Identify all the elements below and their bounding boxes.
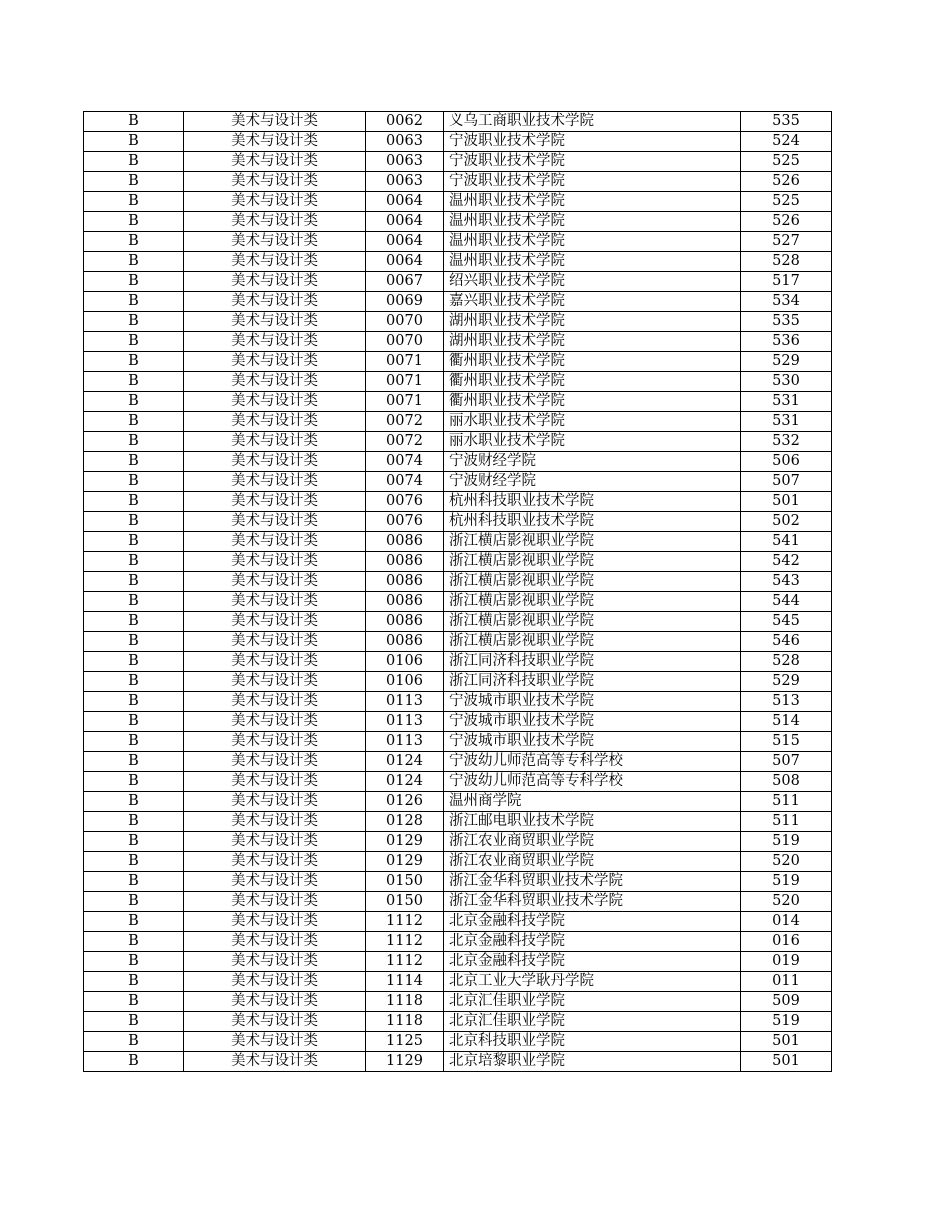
school-code-cell: 0113: [366, 732, 444, 752]
major-code-cell: 531: [741, 412, 832, 432]
batch-cell: B: [84, 872, 184, 892]
table-row: [84, 352, 832, 372]
school-name-cell: 丽水职业技术学院: [444, 432, 741, 452]
major-code-cell: 019: [741, 952, 832, 972]
school-name-cell: 温州商学院: [444, 792, 741, 812]
table-row: [84, 1052, 832, 1072]
batch-cell: B: [84, 232, 184, 252]
school-name-cell: 浙江横店影视职业学院: [444, 612, 741, 632]
school-name-cell: 湖州职业技术学院: [444, 312, 741, 332]
batch-cell: B: [84, 592, 184, 612]
school-code-cell: 0086: [366, 592, 444, 612]
school-name-cell: 浙江横店影视职业学院: [444, 592, 741, 612]
batch-cell: B: [84, 492, 184, 512]
school-name-cell: 北京金融科技学院: [444, 952, 741, 972]
batch-cell: B: [84, 532, 184, 552]
school-name-cell: 北京金融科技学院: [444, 912, 741, 932]
school-code-cell: 0070: [366, 332, 444, 352]
major-code-cell: 519: [741, 832, 832, 852]
major-code-cell: 542: [741, 552, 832, 572]
category-cell: 美术与设计类: [184, 952, 366, 972]
category-cell: 美术与设计类: [184, 892, 366, 912]
table-row: [84, 532, 832, 552]
school-code-cell: 0086: [366, 572, 444, 592]
batch-cell: B: [84, 952, 184, 972]
school-code-cell: 0113: [366, 692, 444, 712]
major-code-cell: 506: [741, 452, 832, 472]
major-code-cell: 501: [741, 1032, 832, 1052]
category-cell: 美术与设计类: [184, 332, 366, 352]
major-code-cell: 525: [741, 192, 832, 212]
batch-cell: B: [84, 972, 184, 992]
school-name-cell: 宁波财经学院: [444, 452, 741, 472]
admissions-table: [83, 111, 832, 1072]
category-cell: 美术与设计类: [184, 852, 366, 872]
category-cell: 美术与设计类: [184, 312, 366, 332]
batch-cell: B: [84, 752, 184, 772]
table-body: [84, 112, 832, 1072]
major-code-cell: 528: [741, 252, 832, 272]
batch-cell: B: [84, 932, 184, 952]
school-code-cell: 0063: [366, 172, 444, 192]
table-row: [84, 752, 832, 772]
category-cell: 美术与设计类: [184, 832, 366, 852]
category-cell: 美术与设计类: [184, 1032, 366, 1052]
table-row: [84, 812, 832, 832]
category-cell: 美术与设计类: [184, 792, 366, 812]
major-code-cell: 501: [741, 492, 832, 512]
school-code-cell: 0072: [366, 412, 444, 432]
table-row: [84, 572, 832, 592]
batch-cell: B: [84, 832, 184, 852]
school-name-cell: 宁波幼儿师范高等专科学校: [444, 752, 741, 772]
batch-cell: B: [84, 472, 184, 492]
school-code-cell: 0062: [366, 112, 444, 132]
table-row: [84, 172, 832, 192]
batch-cell: B: [84, 512, 184, 532]
school-name-cell: 北京汇佳职业学院: [444, 1012, 741, 1032]
table-row: [84, 232, 832, 252]
table-row: [84, 112, 832, 132]
school-name-cell: 宁波城市职业技术学院: [444, 692, 741, 712]
major-code-cell: 525: [741, 152, 832, 172]
batch-cell: B: [84, 412, 184, 432]
category-cell: 美术与设计类: [184, 392, 366, 412]
table-row: [84, 912, 832, 932]
school-code-cell: 0124: [366, 772, 444, 792]
major-code-cell: 534: [741, 292, 832, 312]
table-row: [84, 372, 832, 392]
school-code-cell: 1112: [366, 952, 444, 972]
major-code-cell: 502: [741, 512, 832, 532]
major-code-cell: 514: [741, 712, 832, 732]
school-name-cell: 浙江邮电职业技术学院: [444, 812, 741, 832]
major-code-cell: 508: [741, 772, 832, 792]
table-row: [84, 872, 832, 892]
major-code-cell: 520: [741, 852, 832, 872]
school-name-cell: 绍兴职业技术学院: [444, 272, 741, 292]
table-row: [84, 472, 832, 492]
school-code-cell: 0071: [366, 352, 444, 372]
batch-cell: B: [84, 252, 184, 272]
table-row: [84, 612, 832, 632]
school-name-cell: 湖州职业技术学院: [444, 332, 741, 352]
school-code-cell: 0063: [366, 152, 444, 172]
table-row: [84, 492, 832, 512]
category-cell: 美术与设计类: [184, 1052, 366, 1072]
batch-cell: B: [84, 112, 184, 132]
major-code-cell: 509: [741, 992, 832, 1012]
category-cell: 美术与设计类: [184, 492, 366, 512]
batch-cell: B: [84, 792, 184, 812]
batch-cell: B: [84, 612, 184, 632]
category-cell: 美术与设计类: [184, 352, 366, 372]
school-code-cell: 0086: [366, 612, 444, 632]
category-cell: 美术与设计类: [184, 432, 366, 452]
school-code-cell: 0074: [366, 472, 444, 492]
school-name-cell: 浙江农业商贸职业学院: [444, 852, 741, 872]
table-row: [84, 652, 832, 672]
major-code-cell: 536: [741, 332, 832, 352]
school-name-cell: 杭州科技职业技术学院: [444, 492, 741, 512]
school-name-cell: 温州职业技术学院: [444, 192, 741, 212]
batch-cell: B: [84, 572, 184, 592]
school-code-cell: 0064: [366, 192, 444, 212]
school-name-cell: 北京金融科技学院: [444, 932, 741, 952]
school-name-cell: 浙江横店影视职业学院: [444, 572, 741, 592]
batch-cell: B: [84, 632, 184, 652]
batch-cell: B: [84, 152, 184, 172]
major-code-cell: 520: [741, 892, 832, 912]
batch-cell: B: [84, 892, 184, 912]
school-code-cell: 0070: [366, 312, 444, 332]
school-name-cell: 衢州职业技术学院: [444, 352, 741, 372]
table-row: [84, 632, 832, 652]
category-cell: 美术与设计类: [184, 212, 366, 232]
batch-cell: B: [84, 292, 184, 312]
major-code-cell: 526: [741, 172, 832, 192]
major-code-cell: 511: [741, 792, 832, 812]
school-code-cell: 0150: [366, 872, 444, 892]
school-name-cell: 杭州科技职业技术学院: [444, 512, 741, 532]
school-code-cell: 0129: [366, 852, 444, 872]
major-code-cell: 513: [741, 692, 832, 712]
batch-cell: B: [84, 852, 184, 872]
table-row: [84, 292, 832, 312]
category-cell: 美术与设计类: [184, 812, 366, 832]
category-cell: 美术与设计类: [184, 632, 366, 652]
table-row: [84, 792, 832, 812]
school-name-cell: 丽水职业技术学院: [444, 412, 741, 432]
major-code-cell: 527: [741, 232, 832, 252]
table-row: [84, 152, 832, 172]
category-cell: 美术与设计类: [184, 452, 366, 472]
table-row: [84, 552, 832, 572]
category-cell: 美术与设计类: [184, 252, 366, 272]
category-cell: 美术与设计类: [184, 752, 366, 772]
batch-cell: B: [84, 712, 184, 732]
batch-cell: B: [84, 132, 184, 152]
table-row: [84, 772, 832, 792]
table-row: [84, 832, 832, 852]
table-row: [84, 892, 832, 912]
major-code-cell: 529: [741, 672, 832, 692]
batch-cell: B: [84, 812, 184, 832]
major-code-cell: 511: [741, 812, 832, 832]
school-code-cell: 1118: [366, 1012, 444, 1032]
batch-cell: B: [84, 332, 184, 352]
school-code-cell: 1118: [366, 992, 444, 1012]
major-code-cell: 546: [741, 632, 832, 652]
category-cell: 美术与设计类: [184, 912, 366, 932]
category-cell: 美术与设计类: [184, 932, 366, 952]
table-row: [84, 972, 832, 992]
school-name-cell: 浙江金华科贸职业技术学院: [444, 872, 741, 892]
category-cell: 美术与设计类: [184, 192, 366, 212]
school-code-cell: 0071: [366, 372, 444, 392]
table-row: [84, 712, 832, 732]
school-name-cell: 北京汇佳职业学院: [444, 992, 741, 1012]
school-name-cell: 义乌工商职业技术学院: [444, 112, 741, 132]
table-row: [84, 1032, 832, 1052]
school-name-cell: 温州职业技术学院: [444, 252, 741, 272]
school-code-cell: 0126: [366, 792, 444, 812]
major-code-cell: 545: [741, 612, 832, 632]
major-code-cell: 507: [741, 472, 832, 492]
category-cell: 美术与设计类: [184, 152, 366, 172]
table-row: [84, 452, 832, 472]
batch-cell: B: [84, 692, 184, 712]
major-code-cell: 501: [741, 1052, 832, 1072]
major-code-cell: 524: [741, 132, 832, 152]
school-code-cell: 0129: [366, 832, 444, 852]
batch-cell: B: [84, 352, 184, 372]
school-code-cell: 0106: [366, 672, 444, 692]
batch-cell: B: [84, 432, 184, 452]
school-name-cell: 宁波幼儿师范高等专科学校: [444, 772, 741, 792]
category-cell: 美术与设计类: [184, 672, 366, 692]
school-name-cell: 温州职业技术学院: [444, 232, 741, 252]
category-cell: 美术与设计类: [184, 552, 366, 572]
category-cell: 美术与设计类: [184, 532, 366, 552]
table-row: [84, 732, 832, 752]
table-row: [84, 312, 832, 332]
batch-cell: B: [84, 1052, 184, 1072]
table-row: [84, 252, 832, 272]
school-code-cell: 1125: [366, 1032, 444, 1052]
category-cell: 美术与设计类: [184, 572, 366, 592]
major-code-cell: 526: [741, 212, 832, 232]
batch-cell: B: [84, 1012, 184, 1032]
batch-cell: B: [84, 672, 184, 692]
category-cell: 美术与设计类: [184, 772, 366, 792]
category-cell: 美术与设计类: [184, 712, 366, 732]
school-name-cell: 宁波财经学院: [444, 472, 741, 492]
school-name-cell: 衢州职业技术学院: [444, 392, 741, 412]
school-name-cell: 温州职业技术学院: [444, 212, 741, 232]
category-cell: 美术与设计类: [184, 992, 366, 1012]
table-row: [84, 992, 832, 1012]
batch-cell: B: [84, 772, 184, 792]
batch-cell: B: [84, 312, 184, 332]
major-code-cell: 531: [741, 392, 832, 412]
batch-cell: B: [84, 652, 184, 672]
category-cell: 美术与设计类: [184, 112, 366, 132]
school-code-cell: 0076: [366, 512, 444, 532]
school-name-cell: 浙江金华科贸职业技术学院: [444, 892, 741, 912]
school-name-cell: 宁波职业技术学院: [444, 172, 741, 192]
school-code-cell: 0067: [366, 272, 444, 292]
batch-cell: B: [84, 272, 184, 292]
school-code-cell: 0086: [366, 532, 444, 552]
batch-cell: B: [84, 1032, 184, 1052]
batch-cell: B: [84, 452, 184, 472]
category-cell: 美术与设计类: [184, 972, 366, 992]
major-code-cell: 543: [741, 572, 832, 592]
school-code-cell: 0086: [366, 552, 444, 572]
table-row: [84, 852, 832, 872]
school-code-cell: 0072: [366, 432, 444, 452]
major-code-cell: 541: [741, 532, 832, 552]
school-code-cell: 1129: [366, 1052, 444, 1072]
school-code-cell: 0076: [366, 492, 444, 512]
batch-cell: B: [84, 212, 184, 232]
school-code-cell: 0128: [366, 812, 444, 832]
school-code-cell: 0064: [366, 212, 444, 232]
school-name-cell: 嘉兴职业技术学院: [444, 292, 741, 312]
school-name-cell: 北京工业大学耿丹学院: [444, 972, 741, 992]
category-cell: 美术与设计类: [184, 412, 366, 432]
school-code-cell: 0106: [366, 652, 444, 672]
school-name-cell: 宁波城市职业技术学院: [444, 732, 741, 752]
school-name-cell: 浙江横店影视职业学院: [444, 532, 741, 552]
school-code-cell: 0124: [366, 752, 444, 772]
major-code-cell: 016: [741, 932, 832, 952]
school-code-cell: 0071: [366, 392, 444, 412]
table-row: [84, 332, 832, 352]
school-code-cell: 0150: [366, 892, 444, 912]
category-cell: 美术与设计类: [184, 232, 366, 252]
major-code-cell: 529: [741, 352, 832, 372]
batch-cell: B: [84, 372, 184, 392]
table-row: [84, 1012, 832, 1032]
category-cell: 美术与设计类: [184, 472, 366, 492]
major-code-cell: 535: [741, 312, 832, 332]
batch-cell: B: [84, 392, 184, 412]
major-code-cell: 014: [741, 912, 832, 932]
school-name-cell: 宁波城市职业技术学院: [444, 712, 741, 732]
category-cell: 美术与设计类: [184, 612, 366, 632]
major-code-cell: 519: [741, 1012, 832, 1032]
school-name-cell: 宁波职业技术学院: [444, 132, 741, 152]
school-name-cell: 浙江农业商贸职业学院: [444, 832, 741, 852]
table-row: [84, 132, 832, 152]
school-code-cell: 0074: [366, 452, 444, 472]
school-name-cell: 浙江同济科技职业学院: [444, 652, 741, 672]
school-name-cell: 衢州职业技术学院: [444, 372, 741, 392]
category-cell: 美术与设计类: [184, 872, 366, 892]
major-code-cell: 517: [741, 272, 832, 292]
category-cell: 美术与设计类: [184, 272, 366, 292]
category-cell: 美术与设计类: [184, 512, 366, 532]
category-cell: 美术与设计类: [184, 172, 366, 192]
batch-cell: B: [84, 552, 184, 572]
table-row: [84, 692, 832, 712]
category-cell: 美术与设计类: [184, 652, 366, 672]
table-row: [84, 932, 832, 952]
category-cell: 美术与设计类: [184, 132, 366, 152]
school-code-cell: 0064: [366, 252, 444, 272]
table-row: [84, 672, 832, 692]
school-name-cell: 北京培黎职业学院: [444, 1052, 741, 1072]
batch-cell: B: [84, 992, 184, 1012]
batch-cell: B: [84, 732, 184, 752]
school-code-cell: 1112: [366, 912, 444, 932]
table-row: [84, 512, 832, 532]
table-row: [84, 272, 832, 292]
category-cell: 美术与设计类: [184, 732, 366, 752]
table-row: [84, 192, 832, 212]
major-code-cell: 544: [741, 592, 832, 612]
table-row: [84, 592, 832, 612]
category-cell: 美术与设计类: [184, 692, 366, 712]
major-code-cell: 011: [741, 972, 832, 992]
table-row: [84, 952, 832, 972]
major-code-cell: 519: [741, 872, 832, 892]
table-row: [84, 392, 832, 412]
category-cell: 美术与设计类: [184, 372, 366, 392]
major-code-cell: 532: [741, 432, 832, 452]
school-name-cell: 浙江同济科技职业学院: [444, 672, 741, 692]
school-code-cell: 0063: [366, 132, 444, 152]
school-code-cell: 1114: [366, 972, 444, 992]
major-code-cell: 535: [741, 112, 832, 132]
batch-cell: B: [84, 192, 184, 212]
school-code-cell: 0064: [366, 232, 444, 252]
category-cell: 美术与设计类: [184, 292, 366, 312]
batch-cell: B: [84, 912, 184, 932]
school-name-cell: 宁波职业技术学院: [444, 152, 741, 172]
school-code-cell: 0069: [366, 292, 444, 312]
table-row: [84, 432, 832, 452]
major-code-cell: 507: [741, 752, 832, 772]
school-code-cell: 0086: [366, 632, 444, 652]
category-cell: 美术与设计类: [184, 1012, 366, 1032]
table-row: [84, 212, 832, 232]
major-code-cell: 515: [741, 732, 832, 752]
major-code-cell: 530: [741, 372, 832, 392]
batch-cell: B: [84, 172, 184, 192]
school-name-cell: 北京科技职业学院: [444, 1032, 741, 1052]
school-name-cell: 浙江横店影视职业学院: [444, 552, 741, 572]
school-code-cell: 1112: [366, 932, 444, 952]
school-name-cell: 浙江横店影视职业学院: [444, 632, 741, 652]
major-code-cell: 528: [741, 652, 832, 672]
category-cell: 美术与设计类: [184, 592, 366, 612]
school-code-cell: 0113: [366, 712, 444, 732]
table-row: [84, 412, 832, 432]
